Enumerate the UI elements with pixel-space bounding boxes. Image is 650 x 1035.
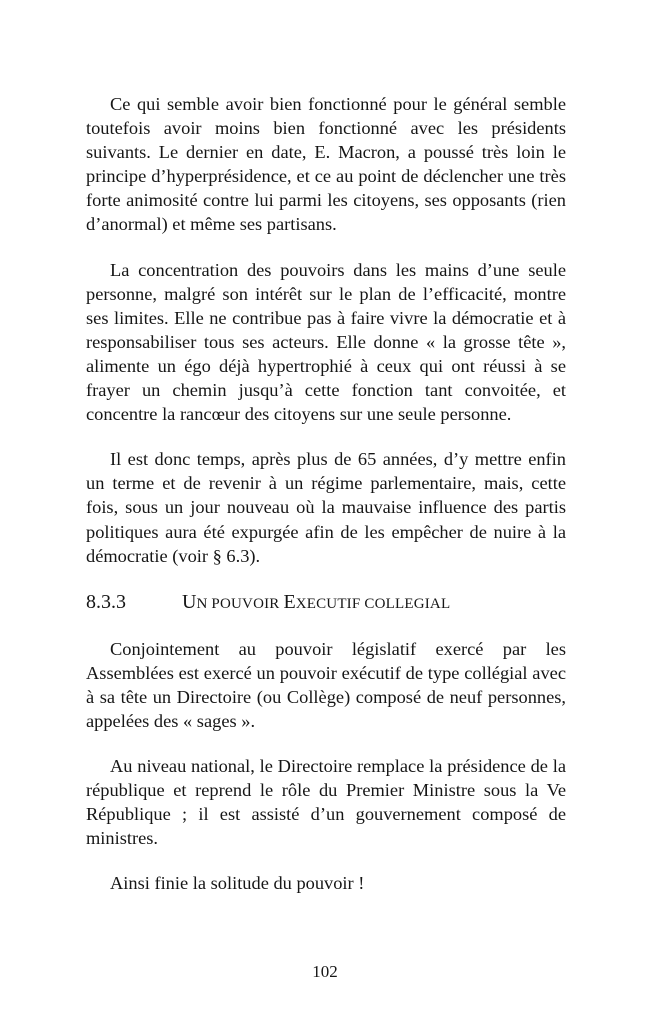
section-number: 8.3.3 (86, 590, 126, 613)
paragraph-5: Au niveau national, le Directoire remplace la présidence de la république et reprend le rôle du Premier Ministre sous la Ve République ; il est assisté d’un gouvernement composé de ministres. (86, 756, 566, 849)
section-title-initial-2: E (283, 590, 296, 613)
section-title (182, 589, 450, 617)
paragraph-6: Ainsi finie la solitude du pouvoir ! (110, 873, 365, 894)
section-heading (86, 589, 566, 617)
paragraph-3: Il est donc temps, après plus de 65 années, d’y mettre enfin un terme et de revenir à un régime parlementaire, mais, cette fois, sous un jour nouveau où la mauvaise influence des partis politiques aura été expurgée afin de les empêcher de nuire à la démocratie (voir § 6.3). (86, 449, 566, 566)
page-number: 102 (312, 962, 338, 981)
section-title-part-2: XECUTIF COLLEGIAL (295, 595, 451, 612)
paragraph-2: La concentration des pouvoirs dans les mains d’une seule personne, malgré son intérêt sur le plan de l’efficacité, montre ses limites. Elle ne contribue pas à faire vivre la démocratie et à responsabiliser tous ses acteurs. Elle donne « la grosse tête », alimente un égo déjà hypertrophié à ceux qui ont réussi à se frayer un chemin jusqu’à cette fonction tant convoitée, et concentre la rancœur des citoyens sur une seule personne. (86, 259, 566, 425)
page-body (86, 92, 566, 917)
paragraph-1: Ce qui semble avoir bien fonctionné pour le général semble toutefois avoir moins bien fonctionné avec les présidents suivants. Le dernier en date, E. Macron, a poussé très loin le principe d’hyperprésidence, et ce au point de déclencher une très forte animosité contre lui parmi les citoyens, ses opposants (rien d’anormal) et même ses partisans. (86, 94, 566, 235)
paragraph-4: Conjointement au pouvoir législatif exercé par les Assemblées est exercé un pouvoir exécutif de type collégial avec à sa tête un Directoire (ou Collège) composé de neuf personnes, appelées des « sages ». (86, 638, 566, 731)
section-title-part-1: N POUVOIR (196, 595, 284, 612)
section-title-initial: U (182, 590, 197, 613)
